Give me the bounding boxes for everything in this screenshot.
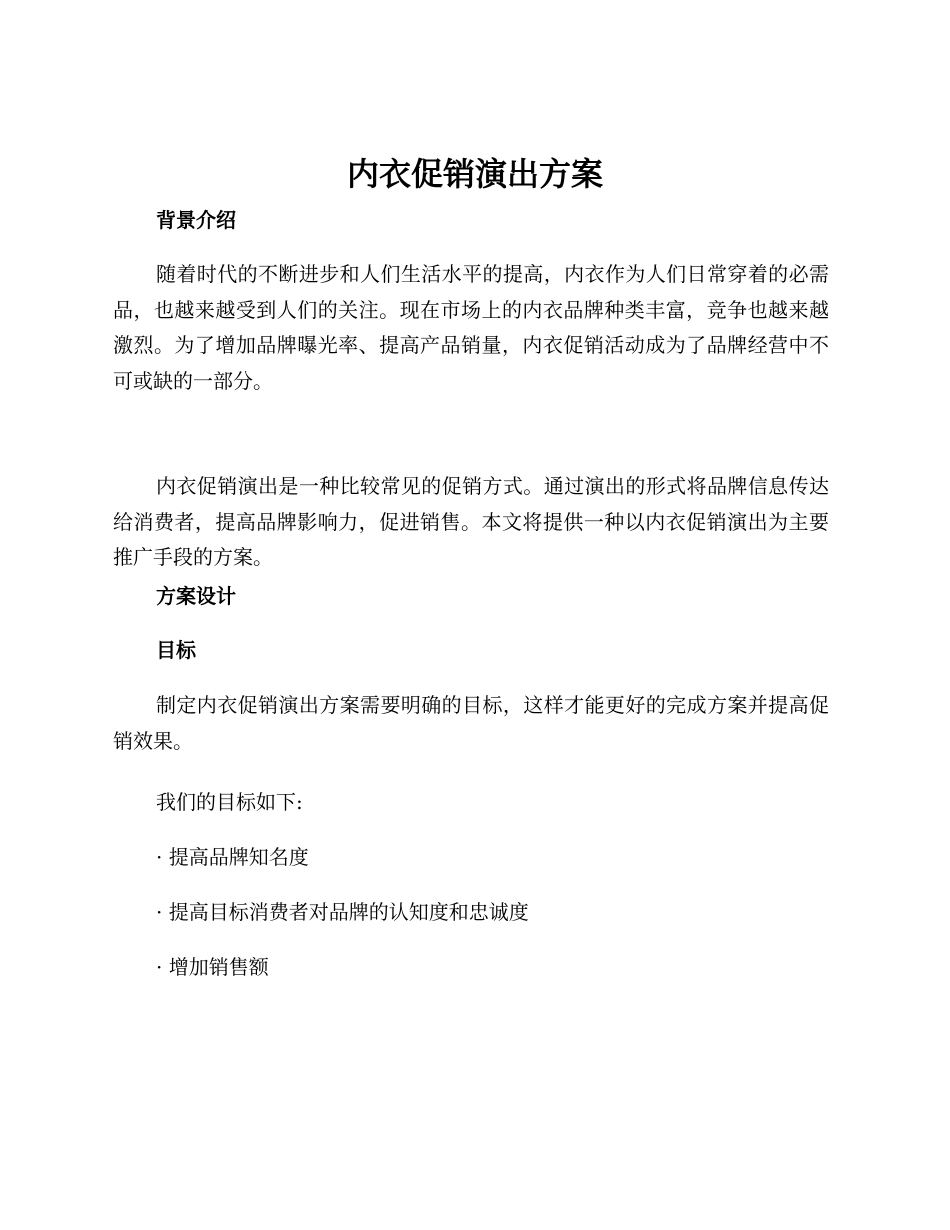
document-title: 内衣促销演出方案	[346, 155, 603, 193]
goals-intro: 我们的目标如下:	[156, 790, 303, 814]
goal-item: · 提高目标消费者对品牌的认知度和忠诚度	[156, 900, 529, 924]
section-heading-background: 背景介绍	[156, 208, 236, 232]
section-heading-design: 方案设计	[156, 584, 236, 608]
goal-item: · 提高品牌知名度	[156, 845, 309, 869]
section-heading-goals: 目标	[156, 638, 196, 662]
background-paragraph-2: 内衣促销演出是一种比较常见的促销方式。通过演出的形式将品牌信息传达给消费者，提高品牌影响力，促进销售。本文将提供一种以内衣促销演出为主要推广手段的方案。	[113, 474, 829, 569]
goals-paragraph: 制定内衣促销演出方案需要明确的目标，这样才能更好的完成方案并提高促销效果。	[113, 693, 829, 753]
background-paragraph-1: 随着时代的不断进步和人们生活水平的提高，内衣作为人们日常穿着的必需品，也越来越受到人们的关注。现在市场上的内衣品牌种类丰富，竞争也越来越激烈。为了增加品牌曝光率、提高产品销量，内衣促销活动成为了品牌经营中不可或缺的一部分。	[113, 262, 829, 393]
goal-item: · 增加销售额	[156, 955, 269, 979]
